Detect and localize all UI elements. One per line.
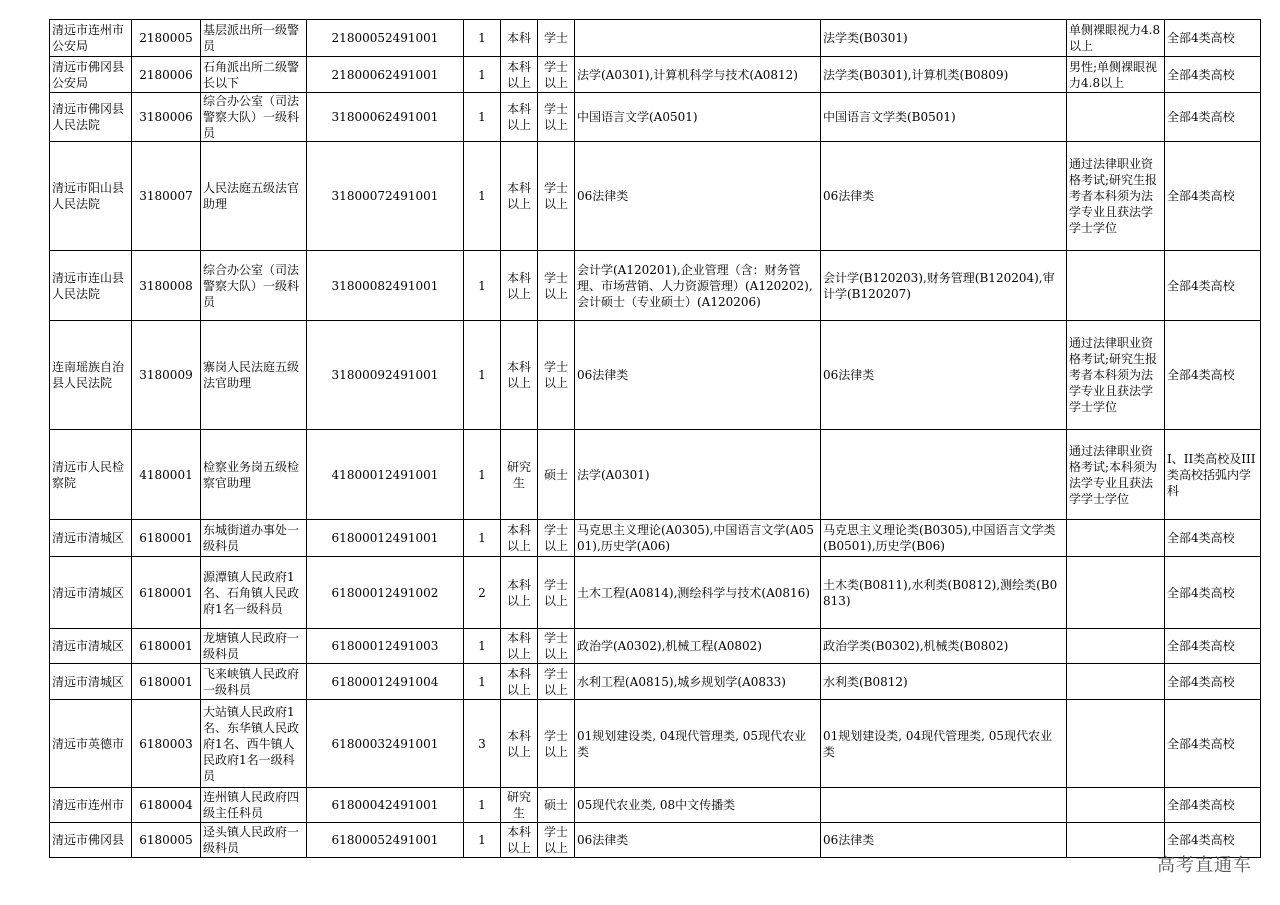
unit-code-cell: 3180006 xyxy=(132,93,201,142)
school-scope-cell: 全部4类高校 xyxy=(1165,93,1261,142)
position-code-cell: 61800012491003 xyxy=(307,629,464,664)
unit-code-cell: 6180003 xyxy=(132,700,201,788)
unit-code-cell: 6180004 xyxy=(132,788,201,823)
headcount-cell: 1 xyxy=(464,520,501,557)
school-scope-cell: 全部4类高校 xyxy=(1165,557,1261,629)
table-row xyxy=(50,788,1261,823)
school-scope-cell: 全部4类高校 xyxy=(1165,142,1261,251)
education-cell: 研究生 xyxy=(501,788,538,823)
undergrad-major-cell: 法学类(B0301) xyxy=(821,20,1067,57)
position-code-cell: 21800062491001 xyxy=(307,57,464,93)
position-cell: 东城街道办事处一级科员 xyxy=(201,520,307,557)
undergrad-major-cell: 中国语言文学类(B0501) xyxy=(821,93,1067,142)
unit-cell: 清远市佛冈县 xyxy=(50,823,132,858)
requirements-cell: 通过法律职业资格考试;研究生报考者本科须为法学专业且获法学学士学位 xyxy=(1067,321,1165,430)
undergrad-major-cell: 政治学类(B0302),机械类(B0802) xyxy=(821,629,1067,664)
requirements-cell: 通过法律职业资格考试;研究生报考者本科须为法学专业且获法学学士学位 xyxy=(1067,142,1165,251)
headcount-cell: 3 xyxy=(464,700,501,788)
requirements-cell xyxy=(1067,520,1165,557)
grad-major-cell: 法学(A0301) xyxy=(575,430,821,520)
undergrad-major-cell: 01规划建设类, 04现代管理类, 05现代农业类 xyxy=(821,700,1067,788)
unit-cell: 清远市清城区 xyxy=(50,664,132,700)
headcount-cell: 1 xyxy=(464,251,501,321)
table-row xyxy=(50,700,1261,788)
table-row xyxy=(50,251,1261,321)
position-code-cell: 61800012491004 xyxy=(307,664,464,700)
table-row xyxy=(50,629,1261,664)
school-scope-cell: 全部4类高校 xyxy=(1165,700,1261,788)
school-scope-cell: 全部4类高校 xyxy=(1165,20,1261,57)
degree-cell: 硕士 xyxy=(538,788,575,823)
headcount-cell: 2 xyxy=(464,557,501,629)
school-scope-cell: 全部4类高校 xyxy=(1165,664,1261,700)
degree-cell: 学士 xyxy=(538,20,575,57)
unit-code-cell: 6180001 xyxy=(132,629,201,664)
unit-cell: 清远市清城区 xyxy=(50,520,132,557)
undergrad-major-cell: 土木类(B0811),水利类(B0812),测绘类(B0813) xyxy=(821,557,1067,629)
degree-cell: 学士以上 xyxy=(538,664,575,700)
education-cell: 本科以上 xyxy=(501,664,538,700)
headcount-cell: 1 xyxy=(464,321,501,430)
table-row xyxy=(50,664,1261,700)
grad-major-cell: 会计学(A120201),企业管理（含：财务管理、市场营销、人力资源管理）(A120202),会计硕士（专业硕士）(A120206) xyxy=(575,251,821,321)
unit-code-cell: 3180008 xyxy=(132,251,201,321)
table-row xyxy=(50,142,1261,251)
position-cell: 连州镇人民政府四级主任科员 xyxy=(201,788,307,823)
grad-major-cell: 中国语言文学(A0501) xyxy=(575,93,821,142)
degree-cell: 学士以上 xyxy=(538,142,575,251)
requirements-cell xyxy=(1067,251,1165,321)
undergrad-major-cell xyxy=(821,788,1067,823)
education-cell: 本科以上 xyxy=(501,557,538,629)
unit-cell: 清远市佛冈县公安局 xyxy=(50,57,132,93)
requirements-cell xyxy=(1067,629,1165,664)
position-cell: 基层派出所一级警员 xyxy=(201,20,307,57)
degree-cell: 硕士 xyxy=(538,430,575,520)
education-cell: 本科以上 xyxy=(501,142,538,251)
unit-cell: 清远市连州市 xyxy=(50,788,132,823)
requirements-cell xyxy=(1067,788,1165,823)
undergrad-major-cell: 会计学(B120203),财务管理(B120204),审计学(B120207) xyxy=(821,251,1067,321)
requirements-cell: 单侧裸眼视力4.8以上 xyxy=(1067,20,1165,57)
job-listing-table xyxy=(49,19,1261,858)
table-row xyxy=(50,321,1261,430)
grad-major-cell: 政治学(A0302),机械工程(A0802) xyxy=(575,629,821,664)
undergrad-major-cell xyxy=(821,430,1067,520)
position-cell: 迳头镇人民政府一级科员 xyxy=(201,823,307,858)
undergrad-major-cell: 法学类(B0301),计算机类(B0809) xyxy=(821,57,1067,93)
grad-major-cell: 06法律类 xyxy=(575,321,821,430)
unit-code-cell: 6180005 xyxy=(132,823,201,858)
degree-cell: 学士以上 xyxy=(538,823,575,858)
unit-cell: 清远市连州市公安局 xyxy=(50,20,132,57)
education-cell: 研究生 xyxy=(501,430,538,520)
unit-code-cell: 2180006 xyxy=(132,57,201,93)
requirements-cell xyxy=(1067,557,1165,629)
degree-cell: 学士以上 xyxy=(538,251,575,321)
degree-cell: 学士以上 xyxy=(538,700,575,788)
grad-major-cell xyxy=(575,20,821,57)
degree-cell: 学士以上 xyxy=(538,629,575,664)
position-code-cell: 61800012491001 xyxy=(307,520,464,557)
grad-major-cell: 马克思主义理论(A0305),中国语言文学(A0501),历史学(A06) xyxy=(575,520,821,557)
requirements-cell xyxy=(1067,823,1165,858)
education-cell: 本科 xyxy=(501,20,538,57)
table-row xyxy=(50,93,1261,142)
degree-cell: 学士以上 xyxy=(538,520,575,557)
grad-major-cell: 水利工程(A0815),城乡规划学(A0833) xyxy=(575,664,821,700)
unit-cell: 清远市人民检察院 xyxy=(50,430,132,520)
requirements-cell xyxy=(1067,700,1165,788)
requirements-cell xyxy=(1067,664,1165,700)
headcount-cell: 1 xyxy=(464,57,501,93)
position-cell: 大站镇人民政府1名、东华镇人民政府1名、西牛镇人民政府1名一级科员 xyxy=(201,700,307,788)
headcount-cell: 1 xyxy=(464,20,501,57)
unit-cell: 连南瑶族自治县人民法院 xyxy=(50,321,132,430)
unit-code-cell: 3180009 xyxy=(132,321,201,430)
unit-cell: 清远市清城区 xyxy=(50,629,132,664)
degree-cell: 学士以上 xyxy=(538,93,575,142)
education-cell: 本科以上 xyxy=(501,57,538,93)
school-scope-cell: I、II类高校及III类高校括弧内学科 xyxy=(1165,430,1261,520)
position-code-cell: 31800082491001 xyxy=(307,251,464,321)
position-code-cell: 31800062491001 xyxy=(307,93,464,142)
unit-code-cell: 4180001 xyxy=(132,430,201,520)
school-scope-cell: 全部4类高校 xyxy=(1165,823,1261,858)
position-cell: 检察业务岗五级检察官助理 xyxy=(201,430,307,520)
grad-major-cell: 05现代农业类, 08中文传播类 xyxy=(575,788,821,823)
table-body xyxy=(50,20,1261,858)
undergrad-major-cell: 马克思主义理论类(B0305),中国语言文学类(B0501),历史学(B06) xyxy=(821,520,1067,557)
watermark-text: 高考直通车 xyxy=(1157,855,1252,876)
degree-cell: 学士以上 xyxy=(538,321,575,430)
headcount-cell: 1 xyxy=(464,664,501,700)
position-code-cell: 61800052491001 xyxy=(307,823,464,858)
school-scope-cell: 全部4类高校 xyxy=(1165,321,1261,430)
requirements-cell xyxy=(1067,93,1165,142)
table-row xyxy=(50,823,1261,858)
table-row xyxy=(50,57,1261,93)
education-cell: 本科以上 xyxy=(501,321,538,430)
position-code-cell: 41800012491001 xyxy=(307,430,464,520)
degree-cell: 学士以上 xyxy=(538,57,575,93)
education-cell: 本科以上 xyxy=(501,251,538,321)
position-cell: 综合办公室（司法警察大队）一级科员 xyxy=(201,93,307,142)
unit-cell: 清远市连山县人民法院 xyxy=(50,251,132,321)
school-scope-cell: 全部4类高校 xyxy=(1165,57,1261,93)
unit-code-cell: 6180001 xyxy=(132,520,201,557)
unit-code-cell: 6180001 xyxy=(132,557,201,629)
unit-code-cell: 3180007 xyxy=(132,142,201,251)
unit-cell: 清远市英德市 xyxy=(50,700,132,788)
position-cell: 石角派出所二级警长以下 xyxy=(201,57,307,93)
position-cell: 综合办公室（司法警察大队）一级科员 xyxy=(201,251,307,321)
position-code-cell: 61800012491002 xyxy=(307,557,464,629)
school-scope-cell: 全部4类高校 xyxy=(1165,788,1261,823)
table-row xyxy=(50,430,1261,520)
school-scope-cell: 全部4类高校 xyxy=(1165,251,1261,321)
undergrad-major-cell: 水利类(B0812) xyxy=(821,664,1067,700)
school-scope-cell: 全部4类高校 xyxy=(1165,629,1261,664)
grad-major-cell: 01规划建设类, 04现代管理类, 05现代农业类 xyxy=(575,700,821,788)
headcount-cell: 1 xyxy=(464,93,501,142)
headcount-cell: 1 xyxy=(464,142,501,251)
unit-cell: 清远市清城区 xyxy=(50,557,132,629)
education-cell: 本科以上 xyxy=(501,93,538,142)
headcount-cell: 1 xyxy=(464,788,501,823)
table-row xyxy=(50,520,1261,557)
unit-code-cell: 2180005 xyxy=(132,20,201,57)
position-code-cell: 31800092491001 xyxy=(307,321,464,430)
education-cell: 本科以上 xyxy=(501,823,538,858)
position-cell: 源潭镇人民政府1名、石角镇人民政府1名一级科员 xyxy=(201,557,307,629)
table-row xyxy=(50,20,1261,57)
position-code-cell: 31800072491001 xyxy=(307,142,464,251)
unit-cell: 清远市佛冈县人民法院 xyxy=(50,93,132,142)
position-cell: 寨岗人民法庭五级法官助理 xyxy=(201,321,307,430)
headcount-cell: 1 xyxy=(464,823,501,858)
undergrad-major-cell: 06法律类 xyxy=(821,142,1067,251)
unit-code-cell: 6180001 xyxy=(132,664,201,700)
headcount-cell: 1 xyxy=(464,430,501,520)
requirements-cell: 通过法律职业资格考试;本科须为法学专业且获法学学士学位 xyxy=(1067,430,1165,520)
school-scope-cell: 全部4类高校 xyxy=(1165,520,1261,557)
education-cell: 本科以上 xyxy=(501,700,538,788)
grad-major-cell: 法学(A0301),计算机科学与技术(A0812) xyxy=(575,57,821,93)
grad-major-cell: 06法律类 xyxy=(575,823,821,858)
position-cell: 飞来峡镇人民政府一级科员 xyxy=(201,664,307,700)
grad-major-cell: 土木工程(A0814),测绘科学与技术(A0816) xyxy=(575,557,821,629)
position-code-cell: 21800052491001 xyxy=(307,20,464,57)
undergrad-major-cell: 06法律类 xyxy=(821,823,1067,858)
position-cell: 龙塘镇人民政府一级科员 xyxy=(201,629,307,664)
grad-major-cell: 06法律类 xyxy=(575,142,821,251)
table-row xyxy=(50,557,1261,629)
headcount-cell: 1 xyxy=(464,629,501,664)
degree-cell: 学士以上 xyxy=(538,557,575,629)
position-code-cell: 61800032491001 xyxy=(307,700,464,788)
undergrad-major-cell: 06法律类 xyxy=(821,321,1067,430)
education-cell: 本科以上 xyxy=(501,520,538,557)
requirements-cell: 男性;单侧裸眼视力4.8以上 xyxy=(1067,57,1165,93)
education-cell: 本科以上 xyxy=(501,629,538,664)
position-code-cell: 61800042491001 xyxy=(307,788,464,823)
unit-cell: 清远市阳山县人民法院 xyxy=(50,142,132,251)
position-cell: 人民法庭五级法官助理 xyxy=(201,142,307,251)
